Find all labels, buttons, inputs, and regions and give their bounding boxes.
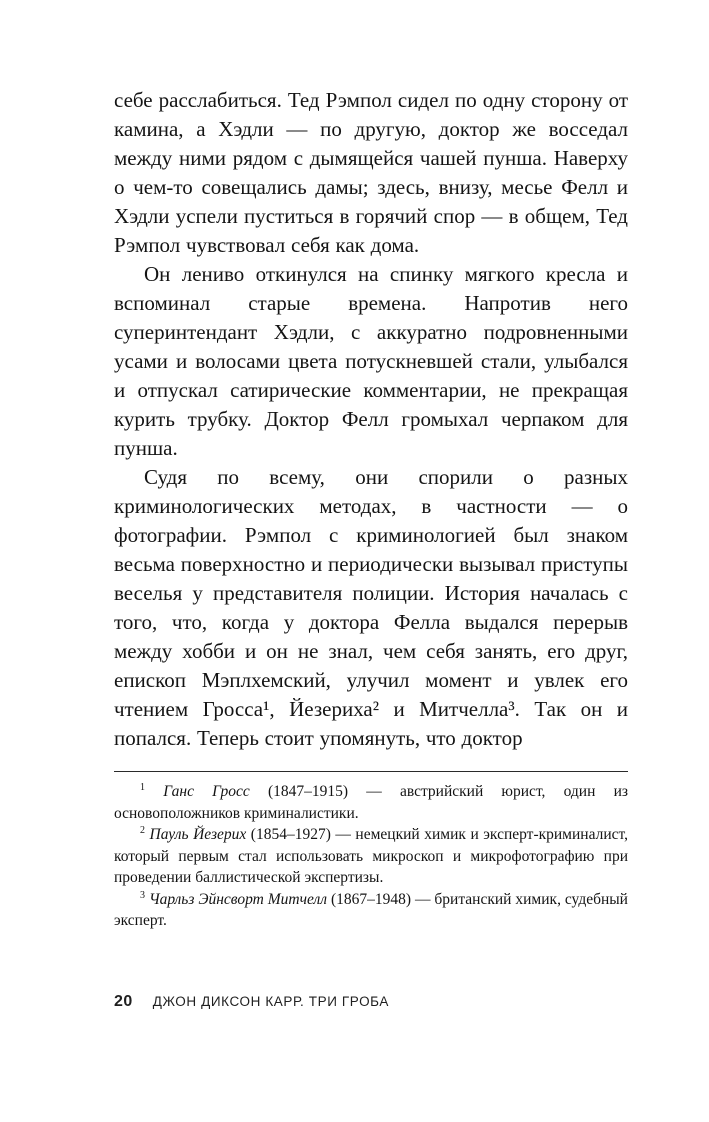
footnote-text: (1867–1948) — британский химик, судебный эксперт. — [114, 890, 628, 929]
body-paragraph: себе расслабиться. Тед Рэмпол сидел по одну сторону от камина, а Хэдли — по другую, доктор же восседал между ними рядом с дымящейся чашей пунша. Наверху о чем-то совещались дамы; здесь, внизу, месье Фелл и Хэдли успели пуститься в горячий спор — в общем, Тед Рэмпол чувствовал себя как дома. — [114, 88, 628, 257]
footnote — [114, 889, 628, 932]
page-footer — [114, 993, 628, 1011]
footnote-separator — [114, 771, 628, 772]
footnote-text: (1847–1915) — австрийский юрист, один из основоположников криминалистики. — [114, 783, 629, 822]
footnote-text: (1854–1927) — немецкий химик и эксперт-криминалист, который первым стал использовать микроскоп и микрофотографию при проведении баллистической экспертизы. — [114, 826, 628, 886]
footnote — [114, 824, 628, 889]
running-title: ДЖОН ДИКСОН КАРР. ТРИ ГРОБА — [152, 994, 389, 1009]
body-paragraph: Он лениво откинулся на спинку мягкого кресла и вспоминал старые времена. Напротив него суперинтендант Хэдли, с аккуратно подровненными усами и волосами цвета потускневшей стали, улыбался и отпускал сатирические комментарии, не прекращая курить трубку. Доктор Фелл громыхал черпаком для пунша. — [114, 262, 628, 460]
body-paragraph: Судя по всему, они спорили о разных криминологических методах, в частности — о фотографии. Рэмпол с криминологией был знаком весьма поверхностно и периодически вызывал приступы веселья у представителя полиции. История началась с того, что, когда у доктора Фелла выдался перерыв между хобби и он не знал, чем себя занять, его друг, епископ Мэплхемский, улучил момент и увлек его чтением Гросса¹, Йезериха² и Митчелла³. Так он и попался. Теперь стоит упомянуть, что доктор — [114, 465, 628, 750]
page-body — [114, 86, 628, 932]
footnote-marker: 3 — [140, 889, 145, 901]
page-number: 20 — [114, 993, 133, 1010]
footnotes-block — [114, 781, 628, 932]
footnote-marker: 1 — [140, 781, 145, 793]
footnote-name: Пауль Йезерих — [149, 826, 247, 843]
footnote-name: Ганс Гросс — [163, 783, 250, 800]
footnote-name: Чарльз Эйнсворт Митчелл — [148, 890, 327, 908]
footnote — [114, 781, 628, 824]
footnote-marker: 2 — [140, 824, 145, 836]
